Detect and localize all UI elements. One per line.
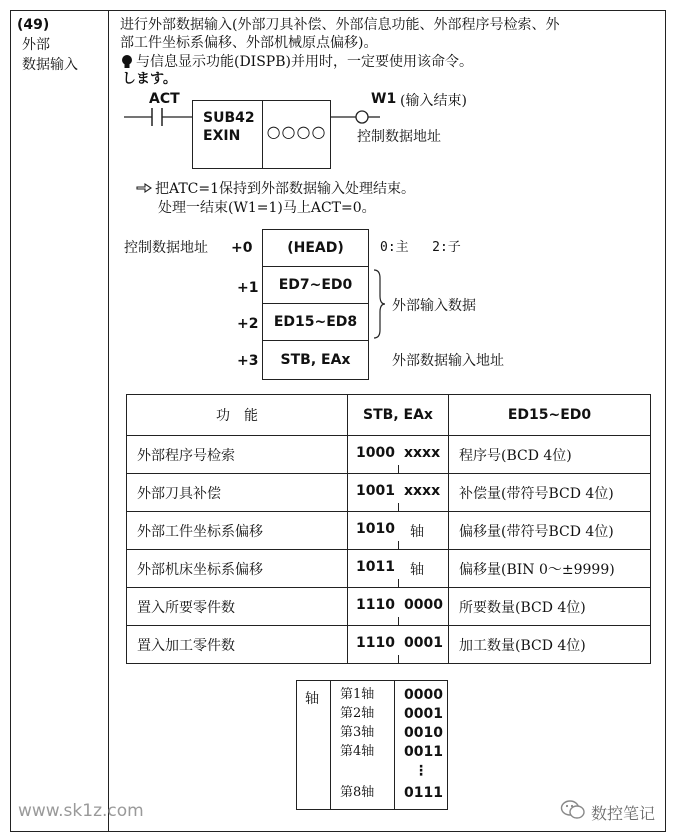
ladder-contact-label: ACT (149, 91, 180, 107)
row-eax: 0000 (404, 597, 443, 613)
watermark: www.sk1z.com (18, 801, 144, 821)
table-row (127, 436, 651, 474)
control-offset-3: +3 (237, 353, 259, 369)
control-value-1: ED7~ED0 (278, 277, 353, 293)
axis-code: 0111 (404, 785, 443, 801)
control-offset-0: +0 (231, 240, 253, 256)
row-code (348, 626, 449, 664)
wechat-icon (560, 799, 586, 821)
axis-code: 0000 (404, 687, 443, 703)
control-brace-note: 外部输入数据 (392, 298, 476, 314)
row-code (348, 436, 449, 474)
axis-code: 0010 (404, 725, 443, 741)
ladder-coil-label: W1 (371, 91, 397, 107)
ladder-parameter: ○○○○ (266, 122, 327, 141)
function-table-header (127, 395, 651, 436)
table-row (127, 550, 651, 588)
row-stb: 1001 (356, 483, 395, 499)
header-stb: STB, EAx (348, 395, 449, 436)
control-row-divider (262, 340, 369, 341)
control-offset-2: +2 (237, 316, 259, 332)
row-data: 补偿量(带符号BCD 4位) (449, 474, 651, 512)
row-function: 置入加工零件数 (127, 626, 348, 664)
axis-name: 第4轴 (340, 744, 375, 759)
row-eax: 轴 (410, 524, 424, 540)
control-row-divider (262, 303, 369, 304)
control-row-divider (262, 266, 369, 267)
hint-line2: 处理一结束(W1=1)马上ACT=0。 (158, 200, 376, 216)
header-function: 功 能 (127, 395, 348, 436)
row-code (348, 550, 449, 588)
axis-name: 第2轴 (340, 706, 375, 721)
row-data: 加工数量(BCD 4位) (449, 626, 651, 664)
table-row (127, 474, 651, 512)
row-eax: 轴 (410, 562, 424, 578)
column-divider (108, 10, 109, 832)
description-line1: 进行外部数据输入(外部刀具补偿、外部信息功能、外部程序号检索、外 (120, 17, 560, 33)
axis-divider (394, 680, 395, 810)
description-note-tail: します。 (122, 71, 177, 87)
table-row (127, 588, 651, 626)
row-function: 外部刀具补偿 (127, 474, 348, 512)
axis-name: 第8轴 (340, 785, 375, 800)
axis-name: 第3轴 (340, 725, 375, 740)
row-data: 偏移量(带符号BCD 4位) (449, 512, 651, 550)
section-title-line1: 外部 (22, 37, 50, 53)
control-note-3: 外部数据输入地址 (392, 353, 504, 369)
row-data: 程序号(BCD 4位) (449, 436, 651, 474)
function-table (126, 394, 651, 664)
row-eax: 0001 (404, 635, 443, 651)
axis-label: 轴 (305, 691, 319, 707)
ladder-coil-note: (输入结束) (400, 93, 467, 109)
row-data: 所要数量(BCD 4位) (449, 588, 651, 626)
control-data-label: 控制数据地址 (124, 240, 208, 256)
pointing-hand-icon (136, 182, 152, 194)
row-stb: 1110 (356, 635, 395, 651)
control-value-3: STB, EAx (280, 352, 351, 368)
row-code (348, 588, 449, 626)
hint-line1: 把ATC=1保持到外部数据输入处理结束。 (155, 181, 416, 197)
control-note-0: 0:主 2:子 (380, 240, 461, 255)
axis-code: 0001 (404, 706, 443, 722)
section-number: (49) (17, 17, 50, 33)
row-function: 置入所要零件数 (127, 588, 348, 626)
ladder-instruction-code: EXIN (203, 128, 241, 144)
row-stb: 1011 (356, 559, 395, 575)
row-stb: 1000 (356, 445, 395, 461)
control-offset-1: +1 (237, 280, 259, 296)
control-value-0: (HEAD) (287, 240, 344, 256)
brand-name: 数控笔记 (591, 804, 656, 823)
row-function: 外部工件坐标系偏移 (127, 512, 348, 550)
lightbulb-icon (121, 55, 133, 69)
axis-divider (330, 680, 331, 810)
row-data: 偏移量(BIN 0～±9999) (449, 550, 651, 588)
control-value-2: ED15~ED8 (273, 314, 358, 330)
ladder-coil-caption: 控制数据地址 (357, 129, 441, 145)
row-stb: 1110 (356, 597, 395, 613)
brace-icon (372, 268, 386, 340)
table-row (127, 512, 651, 550)
row-stb: 1010 (356, 521, 395, 537)
row-function: 外部机床坐标系偏移 (127, 550, 348, 588)
row-code (348, 474, 449, 512)
row-eax: xxxx (404, 483, 441, 499)
axis-ellipsis: ⋮ (414, 763, 428, 779)
table-row (127, 626, 651, 664)
axis-code: 0011 (404, 744, 443, 760)
description-line2: 部工件坐标系偏移、外部机械原点偏移)。 (120, 35, 378, 51)
description-note: 与信息显示功能(DISPB)并用时，一定要使用该命令。 (136, 54, 473, 70)
row-eax: xxxx (404, 445, 441, 461)
section-title-line2: 数据输入 (22, 57, 78, 73)
row-function: 外部程序号检索 (127, 436, 348, 474)
ladder-instruction-name: SUB42 (203, 110, 255, 126)
header-data: ED15~ED0 (449, 395, 651, 436)
axis-name: 第1轴 (340, 687, 375, 702)
row-code (348, 512, 449, 550)
